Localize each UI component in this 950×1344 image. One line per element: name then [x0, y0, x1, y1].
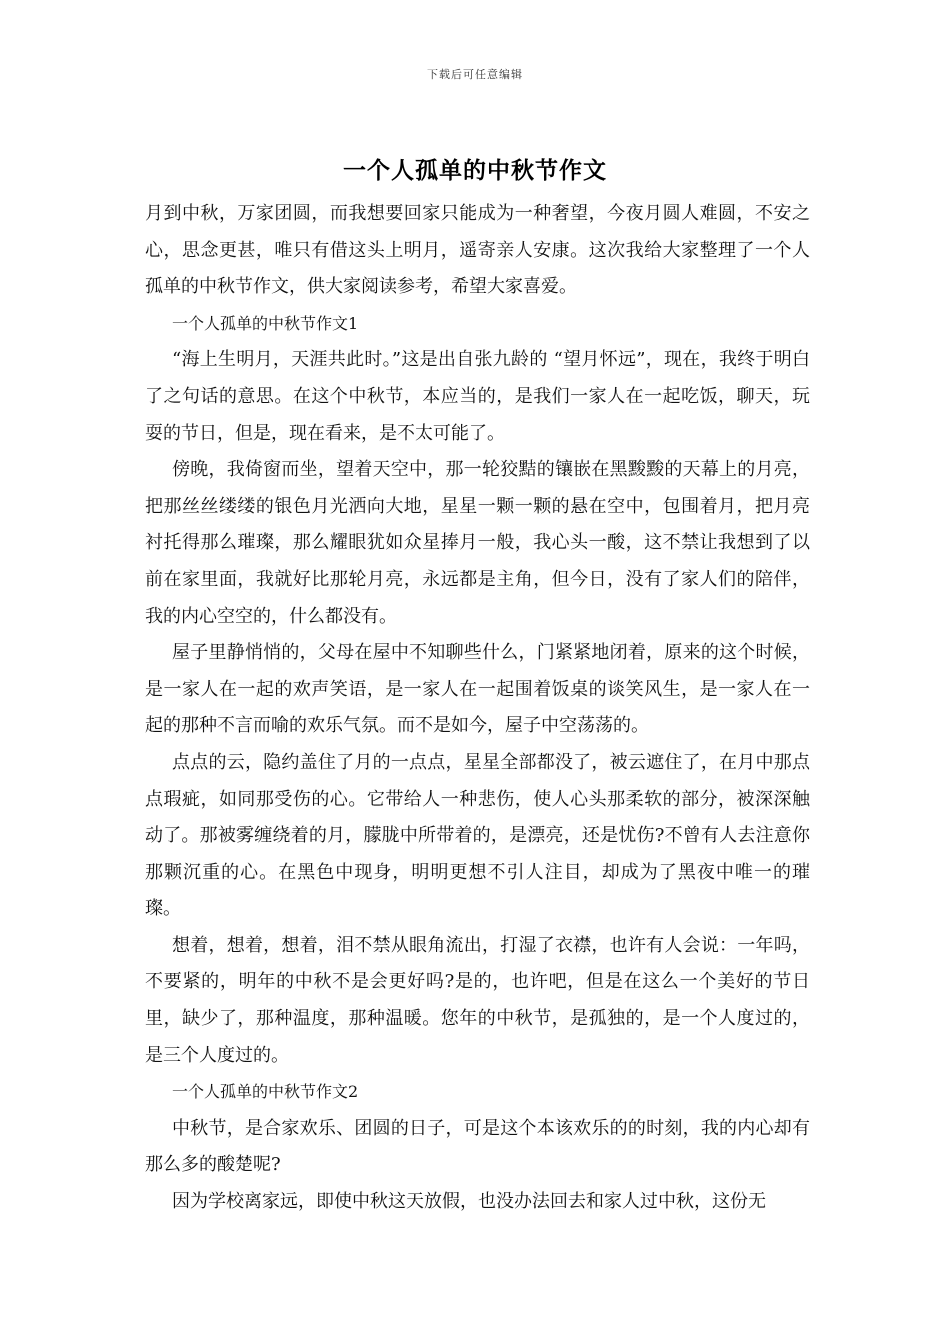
section-heading: 一个人孤单的中秋节作文1	[172, 313, 359, 333]
paragraph: 屋子里静悄悄的，父母在屋中不知聊些什么，门紧紧地闭着，原来的这个时候，是一家人在一起的欢声笑语，是一家人在一起围着饭桌的谈笑风生，是一家人在一起的那种不言而喻的欢乐气氛。而不是如今，屋子中空荡荡的。	[145, 642, 810, 737]
document-title: 一个人孤单的中秋节作文	[343, 158, 607, 184]
paragraph: “海上生明月，天涯共此时。”这是出自张九龄的 “望月怀远”，现在，我终于明白了之句话的意思。在这个中秋节，本应当的，是我们一家人在一起吃饭，聊天，玩耍的节日，但是，现在看来，是不太可能了。	[145, 349, 810, 444]
paragraph: 中秋节，是合家欢乐、团圆的日子，可是这个本该欢乐的的时刻，我的内心却有那么多的酸楚呢?	[145, 1117, 810, 1176]
section-heading: 一个人孤单的中秋节作文2	[172, 1082, 359, 1102]
paragraph: 想着，想着，想着，泪不禁从眼角流出，打湿了衣襟，也许有人会说：一年吗，不要紧的，明年的中秋不是会更好吗?是的，也许吧，但是在这么一个美好的节日里，缺少了，那种温度，那种温暖。您年的中秋节，是孤独的，是一个人度过的，是三个人度过的。	[145, 934, 810, 1066]
paragraph: 月到中秋，万家团圆，而我想要回家只能成为一种奢望，今夜月圆人难圆，不安之心，思念更甚，唯只有借这头上明月，遥寄亲人安康。这次我给大家整理了一个人孤单的中秋节作文，供大家阅读参考，希望大家喜爱。	[145, 203, 810, 298]
document-body	[145, 196, 810, 1221]
paragraph: 因为学校离家远，即使中秋这天放假，也没办法回去和家人过中秋，这份无	[172, 1191, 766, 1213]
paragraph: 点点的云，隐约盖住了月的一点点，星星全部都没了，被云遮住了，在月中那点点瑕疵，如同那受伤的心。它带给人一种悲伤，使人心头那柔软的部分，被深深触动了。那被雾缠绕着的月，朦胧中所带着的，是漂亮，还是忧伤?不曾有人去注意你那颗沉重的心。在黑色中现身，明明更想不引人注目，却成为了黑夜中唯一的璀璨。	[145, 751, 810, 920]
paragraph: 傍晚，我倚窗而坐，望着天空中，那一轮狡黠的镶嵌在黑黢黢的天幕上的月亮，把那丝丝缕缕的银色月光洒向大地，星星一颗一颗的悬在空中，包围着月，把月亮衬托得那么璀璨，那么耀眼犹如众星捧月一般，我心头一酸，这不禁让我想到了以前在家里面，我就好比那轮月亮，永远都是主角，但今日，没有了家人们的陪伴，我的内心空空的，什么都没有。	[145, 459, 810, 627]
header-note: 下载后可任意编辑	[427, 68, 523, 81]
